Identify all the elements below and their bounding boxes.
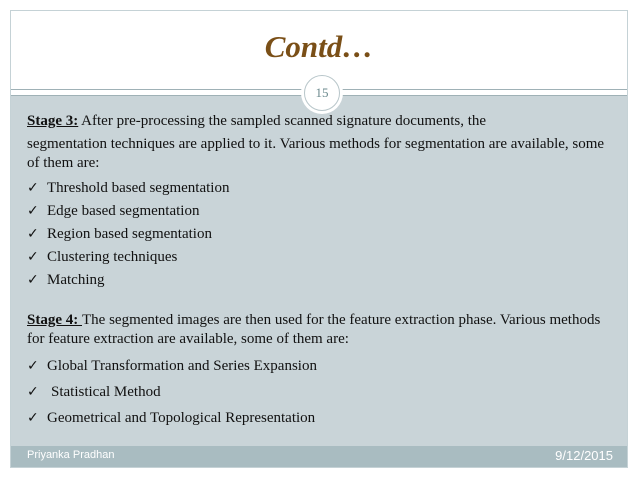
check-icon: ✓ [27, 358, 39, 374]
list-item-label: Statistical Method [51, 384, 161, 400]
slide-number: 15 [304, 75, 340, 111]
list-item-label: Matching [47, 272, 105, 288]
list-item [27, 353, 615, 379]
list-item-label: Threshold based segmentation [47, 180, 230, 196]
list-item-label: Global Transformation and Series Expansion [47, 358, 317, 374]
stage3-paragraph [27, 112, 615, 131]
stage4-paragraph [27, 311, 615, 349]
list-item-label: Region based segmentation [47, 226, 212, 242]
footer-date: 9/12/2015 [555, 448, 613, 463]
stage3-list [27, 177, 615, 292]
stage4-list [27, 353, 615, 431]
stage3-paragraph-cont: segmentation techniques are applied to it. Various methods for segmentation are available, some of them are: [27, 136, 605, 171]
check-icon: ✓ [27, 203, 39, 219]
check-icon: ✓ [27, 180, 39, 196]
content-panel [11, 96, 627, 446]
list-item-label: Clustering techniques [47, 249, 178, 265]
body-text [27, 106, 615, 431]
list-item [27, 223, 615, 246]
list-item [27, 200, 615, 223]
stage4-text: The segmented images are then used for the feature extraction phase. Various methods for feature extraction are available, some of them are: [27, 312, 601, 347]
check-icon: ✓ [27, 272, 39, 288]
check-icon: ✓ [27, 249, 39, 265]
list-item [27, 379, 615, 405]
check-icon: ✓ [27, 410, 39, 426]
list-item [27, 177, 615, 200]
list-item-label: Edge based segmentation [47, 203, 200, 219]
list-item [27, 269, 615, 292]
check-icon: ✓ [27, 226, 39, 242]
spacer [27, 292, 615, 311]
check-icon: ✓ [27, 384, 39, 400]
list-item [27, 246, 615, 269]
slide-title: Contd… [264, 29, 374, 64]
footer-author: Priyanka Pradhan [27, 449, 115, 461]
footer-bar [11, 446, 627, 467]
list-item [27, 405, 615, 431]
stage3-label: Stage 3: [27, 113, 79, 129]
stage4-label: Stage 4: [27, 312, 82, 328]
stage3-text-line1: After pre-processing the sampled scanned signature documents, the [78, 113, 487, 129]
list-item-label: Geometrical and Topological Representation [47, 410, 316, 426]
